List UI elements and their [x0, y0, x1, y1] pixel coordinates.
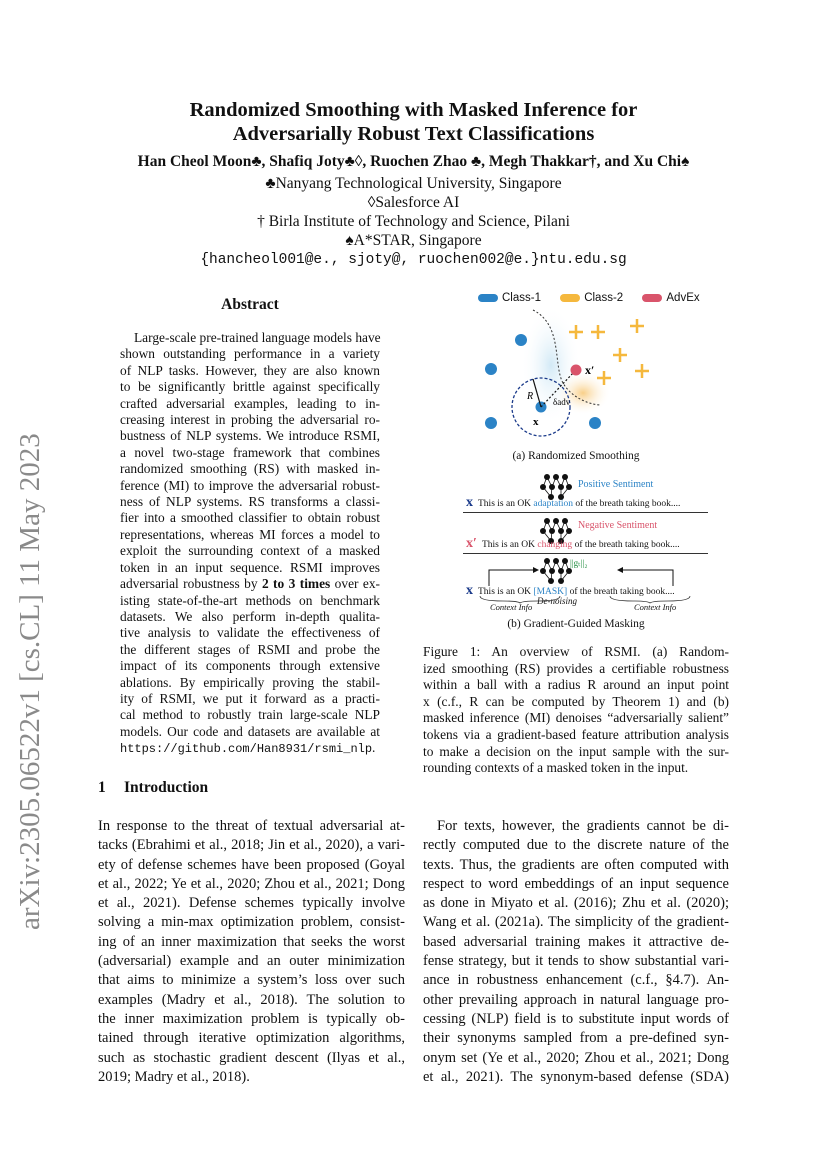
abstract-body	[120, 330, 380, 758]
affiliation-4: ♠A*STAR, Singapore	[345, 232, 482, 249]
author-emails: {hancheol001@e., sjoty@, ruochen002@e.}ntu.edu.sg	[200, 252, 627, 268]
legend-item: AdvEx	[642, 292, 699, 304]
intro-column-left	[98, 817, 405, 1087]
text-line: based adversarial training makes it attractive de-	[423, 933, 729, 950]
legend-item: Class-1	[478, 292, 541, 304]
section-heading-introduction: 1 Introduction	[98, 779, 209, 796]
text-line: the different stages of RSMI and probe the	[120, 641, 380, 657]
title-line-2: Adversarially Robust Text Classifications	[232, 123, 595, 145]
text-line: tokens via a gradient-based feature attribution analysis	[423, 726, 729, 742]
radius-label: R	[527, 391, 534, 402]
denoising-label: De-noising	[537, 596, 577, 606]
legend-swatch-advex	[642, 294, 662, 302]
legend-swatch-class2	[560, 294, 580, 302]
text-line: their synonyms sampled from a pre-defined syn-	[423, 1030, 729, 1047]
text-line: crafted adversarial examples, leading to in-	[120, 395, 380, 411]
legend-item: Class-2	[560, 292, 623, 304]
text-line: shown outstanding performance in a variety	[120, 346, 380, 362]
text-line: ness of NLP systems. RS transforms a classi-	[120, 494, 380, 510]
code-link[interactable]: https://github.com/Han8931/rsmi_nlp	[120, 742, 373, 757]
text-line: tacks (Ebrahimi et al., 2018; Jin et al., 2020), a vari-	[98, 837, 405, 854]
affiliation-3: † Birla Institute of Technology and Science, Pilani	[257, 213, 570, 230]
text-line: tive analysis to validate the effectiveness of	[120, 625, 380, 641]
author-list: Han Cheol Moon♣, Shafiq Joty♣◊, Ruochen Zhao ♣, Megh Thakkar†, and Xu Chi♠	[137, 153, 690, 170]
legend-swatch-class1	[478, 294, 498, 302]
divider	[463, 553, 708, 554]
delta-label: δadv	[553, 397, 571, 407]
text-line: examples (Madry et al., 2018). The solution to	[98, 991, 405, 1008]
masked-sentence: x This is an OK [MASK] of the breath taking book....	[466, 583, 675, 598]
gradient-norm-label: ||gₜ||₂	[570, 558, 588, 568]
text-line: For texts, however, the gradients cannot be di-	[437, 818, 729, 834]
positive-sentiment-label: Positive Sentiment	[578, 479, 654, 490]
text-line: Wang et al. (2021a). The simplicity of the gradient-	[423, 914, 729, 931]
text-line: solving a min-max optimization problem, consist-	[98, 914, 405, 931]
x-prime-symbol: x′	[466, 536, 477, 551]
x-prime-label: x′	[585, 363, 595, 377]
text-line: et al., 2021). The synonym-based defense (SDA)	[423, 1068, 729, 1085]
negative-sentiment-label: Negative Sentiment	[578, 520, 658, 531]
text-line: Large-scale pre-trained language models have	[134, 330, 381, 345]
text-line: a novel two-stage framework that combines	[120, 444, 380, 460]
text-line: of NLP tasks. However, they are also known	[120, 362, 380, 378]
figure-legend	[478, 292, 716, 305]
text-line: ablations. By empirically proving the stabil-	[120, 674, 380, 690]
subfigure-b-caption: (b) Gradient-Guided Masking	[507, 618, 645, 630]
text-line: ing of an inner maximization that seeks the worst	[98, 933, 405, 950]
text-line: cal method to robustly train large-scale NLP	[120, 707, 380, 723]
abstract-url-line: https://github.com/Han8931/rsmi_nlp.	[120, 740, 376, 757]
clean-sentence: x This is an OK adaptation of the breath taking book....	[466, 495, 681, 510]
text-line: tained through iterative optimization algorithms,	[98, 1030, 405, 1047]
text-line: randomized smoothing (RS) with masked in-	[120, 461, 380, 477]
text-line: exploit the surrounding context of a masked	[120, 543, 380, 559]
text-line: ity of RSMI, we put it forward as a practi-	[120, 690, 380, 706]
text-line: isting state-of-the-art methods on benchmark	[120, 592, 380, 608]
text-line: 2019; Madry et al., 2018).	[98, 1068, 250, 1085]
text-line: In response to the threat of textual adversarial at-	[98, 818, 405, 834]
text-line: such as stochastic gradient descent (Ilyas et al.,	[98, 1049, 405, 1066]
class1-point	[485, 417, 497, 429]
text-line: ance in robustness enhancement (c.f., §4.7). An-	[423, 972, 729, 989]
text-line: datasets. We also perform in-depth qualita-	[120, 608, 380, 624]
x-symbol: x	[466, 495, 473, 510]
text-line: token in an input sequence. RSMI improves	[120, 559, 380, 575]
text-line: masked inference (MI) denoises “adversarially salient”	[423, 710, 729, 726]
text-line: fier into a smoothed classifier to obtain robust	[120, 510, 380, 526]
class1-point	[485, 363, 497, 375]
abstract-line: adversarial robustness by 2 to 3 times over ex-	[120, 576, 380, 592]
text-line: other prevailing approach in natural language pro-	[423, 991, 729, 1008]
text-line: bustness of NLP systems. We introduce RSMI,	[120, 428, 380, 444]
figure-caption	[423, 644, 729, 777]
context-braces	[478, 594, 708, 604]
text-line: (adversarial) example and an outer minimization	[98, 953, 405, 970]
text-line: et al., 2022; Ye et al., 2020; Zhou et al., 2021; Dong	[98, 875, 405, 892]
text-line: x (c.f., R can be computed by Theorem 1) and (b)	[423, 693, 729, 709]
abstract-heading: Abstract	[221, 296, 279, 313]
x-symbol: x	[466, 583, 473, 598]
text-line: ized smoothing (RS) provides a certifiable robustness	[423, 660, 729, 676]
affiliation-2: ◊Salesforce AI	[367, 194, 460, 211]
paper-title	[0, 98, 827, 146]
text-line: that aims to minimize a system’s loss over such	[98, 972, 405, 989]
x-label: x	[533, 416, 539, 428]
text-line: impact of its components through extensive	[120, 658, 380, 674]
text-line: onym set (Ye et al., 2020; Zhou et al., 2021; Dong	[423, 1049, 729, 1066]
text-line: models. Our code and datasets are available at	[120, 723, 380, 739]
text-line: et al., 2021). Defense schemes typically involve	[98, 895, 405, 912]
subfigure-a-caption: (a) Randomized Smoothing	[512, 450, 640, 462]
text-line: creasing interest in probing the adversarial ro-	[120, 412, 380, 428]
adversarial-sentence: x′ This is an OK changing of the breath taking book....	[466, 536, 680, 551]
text-line: texts. Thus, the gradients are often computed with	[423, 856, 729, 873]
text-line: representations, whereas MI forces a model to	[120, 526, 380, 542]
text-line: ety of defense schemes have been proposed (Goyal	[98, 856, 405, 873]
text-line: Figure 1: An overview of RSMI. (a) Random-	[423, 644, 729, 659]
text-line: to be significantly brittle against specifically	[120, 379, 380, 395]
arxiv-watermark: arXiv:2305.06522v1 [cs.CL] 11 May 2023	[14, 433, 46, 930]
context-info-right: Context Info	[634, 602, 677, 612]
text-line: fense strategy, but it tends to show substantial vari-	[423, 953, 729, 970]
text-line: cessing (NLP) field is to substitute input words of	[423, 1010, 729, 1027]
class1-point	[589, 417, 601, 429]
divider	[463, 512, 708, 513]
text-line: the inner maximization problem is typically ob-	[98, 1010, 405, 1027]
adversarial-point	[571, 365, 582, 376]
class1-point	[515, 334, 527, 346]
title-line-1: Randomized Smoothing with Masked Inference for	[189, 99, 638, 121]
text-line: rounding contexts of a masked token in the input.	[423, 760, 689, 776]
randomized-smoothing-diagram	[423, 305, 729, 445]
text-line: within a ball with a radius R around an input point	[423, 677, 729, 693]
context-info-left: Context Info	[490, 602, 533, 612]
text-line: as done in Miyato et al. (2016); Zhu et al. (2020);	[423, 895, 729, 912]
text-line: to make a decision on the input sample with the sur-	[423, 743, 729, 759]
text-line: respect to word embeddings of an input sequence	[423, 875, 729, 892]
text-line: ference (MI) to improve the adversarial robust-	[120, 477, 380, 493]
intro-column-right	[423, 817, 729, 1087]
text-line: rectly computed due to the discrete nature of the	[423, 837, 729, 854]
affiliation-1: ♣Nanyang Technological University, Singapore	[265, 175, 562, 192]
